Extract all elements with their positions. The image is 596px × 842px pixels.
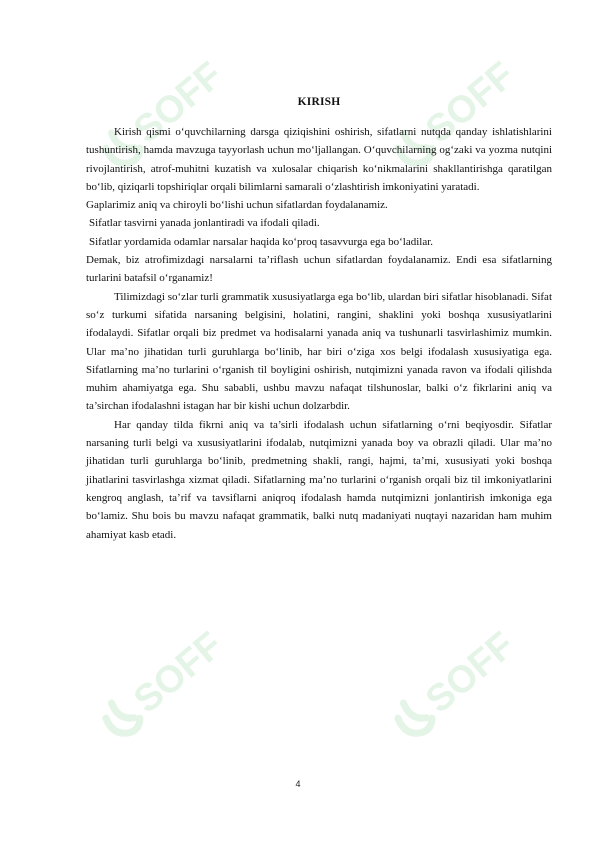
paragraph: Har qanday tilda fikrni aniq va ta’sirli ifodalash uchun sifatlarning o‘rni beqiyosdir. Sifatlar narsaning turli belgi va xususiyatlarini ifodalab, nutqimizni yanada boy va obrazli qiladi. Ular ma’no jihatidan turli guruhlarga bo‘linib, predmetning shakli, rangi, hajmi, ta’mi, xususiyati yoki boshqa jihatlarini tasvirlashga xizmat qiladi. Sifatlarning ma’no turlarini o‘rganish orqali biz til imkoniyatlarini kengroq anglash, ta’rif va tavsiflarni aniqroq ifodalash hamda nutqimizni jonlantirish imkoniga ega bo‘lamiz. Shu bois bu mavzu nafaqat grammatik, balki nutq madaniyati nuqtayi nazaridan ham muhim ahamiyat kasb etadi. [86,418,552,541]
paragraph: Kirish qismi o‘quvchilarning darsga qiziqishini oshirish, sifatlarni nutqda qanday ishlatishlarini tushuntirish, hamda mavzuga tayyorlash uchun mo‘ljallangan. O‘quvchilarning og‘zaki va yozma nutqini rivojlantirish, atrof-muhitni kuzatish va xulosalar chiqarish ko‘nikmalarini shakllantirishga qaratilgan bo‘lib, qiziqarli topshiriqlar orqali bilimlarni samarali o‘zlashtirish imkoniyatini yaratadi. [86,126,552,193]
paragraph: Tilimizdagi so‘zlar turli grammatik xususiyatlarga ega bo‘lib, ulardan biri sifatlar hisoblanadi. Sifat so‘z turkumi sifatida narsaning belgisini, holatini, rangini, shaklini yoki boshqa xususiyatlarini ifodalaydi. Sifatlar orqali biz predmet va hodisalarni yanada aniq va tushunarli tasvirlashimiz mumkin. Ular ma’no jihatidan turli guruhlarga bo‘linib, har biri o‘ziga xos belgi ifodalash xususiyatiga ega. Sifatlarning ma’no turlarini o‘rganish til boyligini oshirish, nutqimizni yanada ravon va ifodali qilishda muhim ahamiyatga ega. Shu sababli, ushbu mavzu nafaqat tilshunoslar, balki o‘z fikrlarini aniq va ta’sirchan ifodalashni istagan har bir kishi uchun dolzarbdir. [86,290,552,413]
svg-text:SOFF: SOFF [418,54,523,152]
section-title: KIRISH [297,96,341,108]
soff-logo-icon [78,624,238,750]
svg-text:SOFF: SOFF [126,54,231,152]
soff-watermark [78,624,238,750]
svg-text:SOFF: SOFF [126,624,231,722]
paragraph: Demak, biz atrofimizdagi narsalarni ta’riflash uchun sifatlardan foydalanamiz. Endi esa sifatlarning turlarini batafsil o‘rganamiz! [86,254,552,285]
document-body [86,94,552,544]
paragraph: Sifatlar tasvirni yanada jonlantiradi va ifodali qiladi. [89,217,320,230]
page-number: 4 [295,779,301,789]
soff-watermark [370,624,530,750]
paragraph: Gaplarimiz aniq va chiroyli bo‘lishi uchun sifatlardan foydalanamiz. [86,199,388,212]
soff-logo-icon [370,624,530,750]
paragraph: Sifatlar yordamida odamlar narsalar haqida ko‘proq tasavvurga ega bo‘ladilar. [89,235,434,248]
svg-text:SOFF: SOFF [418,624,523,722]
